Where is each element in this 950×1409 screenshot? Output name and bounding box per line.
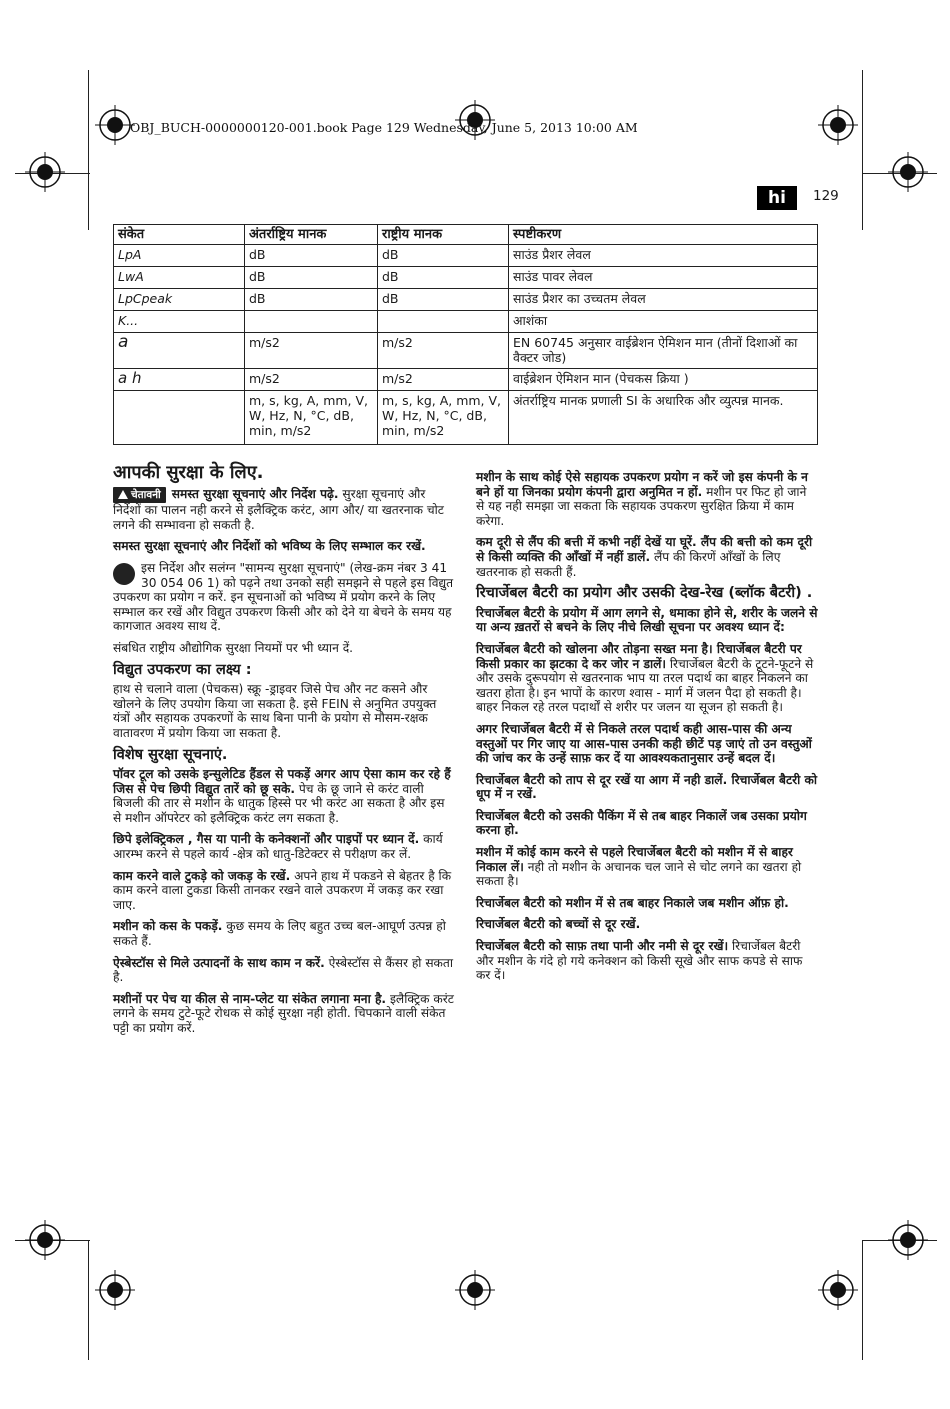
registration-target-icon: [95, 105, 135, 145]
warning-badge: [113, 487, 166, 504]
table-row: [114, 311, 818, 333]
keep-instructions-text: समस्त सुरक्षा सूचनाएं और निर्देशों को भविष्य के लिए सम्भाल कर रखें.: [113, 539, 426, 554]
table-cell: अंतर्राष्ट्रिय मानक प्रणाली SI के अधारिक और व्युत्पन्न मानक.: [509, 391, 818, 445]
safety-bold-text: कम दूरी से लैंप की बत्ती में कभी नहीं देखें या घूरें. लैंप की बत्ती को कम दूरी से किसी व्यक्ति की आँखों में नहीं डालें.: [476, 535, 813, 564]
safety-bold-text: रिचार्जेबल बैटरी को मशीन में से तब बाहर निकाले जब मशीन ऑफ़ हो.: [476, 895, 789, 910]
registration-target-icon: [888, 1220, 928, 1260]
book-file-line: OBJ_BUCH-0000000120-001.book Page 129 Wednesday, June 5, 2013 10:00 AM: [130, 120, 638, 135]
safety-paragraph: [476, 939, 818, 983]
safety-text: ऐस्बेस्टॉस से कैंसर हो सकता है.: [113, 955, 454, 985]
table-cell: [378, 311, 509, 333]
table-cell: m/s2: [245, 369, 378, 391]
table-cell: EN 60745 अनुसार वाईब्रेशन ऐमिशन मान (तीनों दिशाओं का वैक्टर जोड): [509, 333, 818, 369]
special-safety-heading: विशेष सुरक्षा सूचनाएं.: [113, 746, 228, 763]
crop-line: [88, 70, 89, 230]
read-manual-paragraph: [113, 561, 455, 634]
safety-paragraph: [113, 956, 455, 985]
table-cell: m/s2: [378, 333, 509, 369]
table-row: [114, 267, 818, 289]
warning-triangle-icon: [118, 490, 128, 499]
safety-bold-text: रिचार्जेबल बैटरी को उसकी पैकिंग में से तब बाहर निकालें जब उसका प्रयोग करना हो.: [476, 808, 807, 838]
safety-paragraph: [476, 535, 818, 579]
table-cell: आशंका: [509, 311, 818, 333]
safety-bold-text: पॉवर टूल को उसके इन्सुलेटिड हैंडल से पकड़ें अगर आप ऐसा काम कर रहे हैं जिस से पेच छिपी विद्युत तारें को छू सके.: [113, 767, 451, 796]
safety-paragraph: [476, 642, 818, 715]
table-row: [114, 333, 818, 369]
read-manual-icon: [113, 563, 135, 585]
registration-target-icon: [455, 1270, 495, 1310]
registration-target-icon: [818, 105, 858, 145]
table-cell: LpCpeak: [114, 289, 245, 311]
safety-text: मशीन पर फिट हो जाने से यह नही समझा जा सकता कि सहायक उपकरण सुरक्षित क्रिया में काम करेगा.: [476, 484, 807, 528]
safety-bold-text: मशीन के साथ कोई ऐसे सहायक उपकरण प्रयोग न करें जो इस कंपनी के न बने हों या जिनका प्रयोग कंपनी द्वारा अनुमित न हों.: [476, 470, 808, 499]
table-cell: dB: [245, 267, 378, 289]
warning-bold-text: समस्त सुरक्षा सूचनाएं और निर्देश पढ़े.: [171, 486, 339, 501]
table-cell: LpA: [114, 245, 245, 267]
battery-heading: रिचार्जेबल बैटरी का प्रयोग और उसकी देख-रेख (ब्लॉक बैटरी) .: [476, 585, 813, 602]
table-cell: [114, 391, 245, 445]
table-cell: साउंड प्रैशर लेवल: [509, 245, 818, 267]
symbols-table: [113, 224, 818, 445]
table-row: [114, 289, 818, 311]
battery-intro-text: रिचार्जेबल बैटरी के प्रयोग में आग लगने से, धमाका होने से, शरीर के जलने से या अन्य ख़तरों से बचने के लिए नीचे लिखी सूचना पर अवश्य ध्यान दें:: [476, 605, 818, 635]
crop-line: [862, 1240, 863, 1360]
safety-paragraph: [113, 992, 455, 1036]
safety-text: लैंप की किरणें आँखों के लिए खतरनाक हो सकती हैं.: [476, 549, 781, 579]
table-header: अंतर्राष्ट्रिय मानक: [245, 225, 378, 245]
table-cell: dB: [245, 245, 378, 267]
warning-label: चेतावनी: [131, 488, 161, 501]
table-header-row: [114, 225, 818, 245]
table-cell: साउंड प्रैशर का उच्चतम लेवल: [509, 289, 818, 311]
safety-paragraph: [476, 845, 818, 889]
safety-text: पेच के छू जाने से करंट वाली बिजली की तार से मशीन के धातुक हिस्से पर भी करंट आ सकता है और इस से मशीन ऑपरेटर को इलैक्ट्रिक करंट लग सकता है.: [113, 781, 445, 825]
safety-bold-text: छिपे इलेक्ट्रिकल , गैस या पानी के कनेक्शनों और पाइपों पर ध्यान दें.: [113, 832, 420, 847]
safety-paragraph: [113, 869, 455, 913]
table-cell: [245, 311, 378, 333]
safety-paragraph: [113, 767, 455, 825]
table-header: स्पष्टीकरण: [509, 225, 818, 245]
registration-target-icon: [95, 1270, 135, 1310]
safety-bold-text: काम करने वाले टुकड़े को जकड़ के रखें.: [113, 868, 291, 883]
safety-text: रिचार्जेबल बैटरी और मशीन के गंदे हो गये कनेक्शन को किसी सूखे और साफ कपडे से साफ कर दें।: [476, 939, 803, 983]
safety-bold-text: रिचार्जेबल बैटरी को साफ़ तथा पानी और नमी से दूर रखें।: [476, 939, 729, 954]
registration-target-icon: [25, 1220, 65, 1260]
purpose-heading: विद्युत उपकरण का लक्ष्य :: [113, 661, 252, 678]
safety-bold-text: मशीन को कस के पकड़ें.: [113, 919, 223, 934]
table-cell: साउंड पावर लेवल: [509, 267, 818, 289]
safety-bold-text: अगर रिचार्जेबल बैटरी में से निकले तरल पदार्थ कही आस-पास की अन्य वस्तुओं पर गिर जाए या आस-पास उनकी कही छीटें पड़ जाएं तो उन वस्तुओं की जांच कर के उन्हें साफ़ कर दें या आवश्यकतानुसार उन्हें बदल दें।: [476, 721, 812, 766]
language-badge: hi: [757, 186, 797, 210]
right-column: [476, 470, 818, 990]
registration-target-icon: [25, 152, 65, 192]
table-row: [114, 391, 818, 445]
purpose-text: हाथ से चलाने वाला (पेचकस) स्क्रू -ड्राइवर जिसे पेच और नट कसने और खोलने के लिए उपयोग किया जा सकता है. इसे FEIN से अनुमित उपयुक्त यंत्रों और सहायक उपकरणों के साथ बिना पानी के प्रयोग से मौसम-रक्षक वातावरण में प्रयोग किया जा सकता है.: [113, 682, 437, 740]
table-cell: LwA: [114, 267, 245, 289]
safety-text: कार्य आरम्भ करने से पहले कार्य -क्षेत्र को धातु-डिटेक्टर से परीक्षण कर लें.: [113, 832, 443, 862]
table-cell: m/s2: [378, 369, 509, 391]
crop-line: [88, 1240, 89, 1360]
page-number: 129: [813, 188, 839, 204]
table-row: [114, 245, 818, 267]
safety-text: नही तो मशीन के अचानक चल जाने से चोट लगने का खतरा हो सकता है।: [476, 859, 802, 889]
safety-bold-text: रिचार्जेबल बैटरी को खोलना और तोड़ना सख्त मना है। रिचार्जेबल बैटरी पर किसी प्रकार का झटका दे कर जोर न डालें।: [476, 641, 802, 671]
safety-text: अपने हाथ में पकडने से बेहतर है कि काम करने वाला टुकडा किसी तानकर रखने वाले उपकरण में जकड़ कर रखा जाए.: [113, 868, 452, 912]
safety-bold-text: मशीनों पर पेच या कील से नाम-प्लेट या संकेत लगाना मना है.: [113, 991, 387, 1006]
warning-paragraph: [113, 487, 455, 533]
registration-target-icon: [818, 1270, 858, 1310]
table-cell: dB: [378, 289, 509, 311]
table-cell: a h: [114, 369, 245, 391]
safety-text: रिचार्जेबल बैटरी के टूटने-फूटने से और उसके दुरूपयोग से खतरनाक भाप या तरल पदार्थ का बाहर निकलने का खतरा होता है। इन भापों के कारण श्वास - मार्ग में जलन पैदा हो सकती है। बाहर निकल रहे तरल पदार्थों से शरीर पर जलन या सूजन हो सकती है।: [476, 656, 814, 715]
table-header: संकेत: [114, 225, 245, 245]
safety-text: इलैक्ट्रिक करंट लगने के समय टुटे-फूटे रोधक से कोई सुरक्षा नही होती. चिपकाने वाली संकेत पट्टी का प्रयोग करें.: [113, 991, 454, 1035]
safety-bold-text: मशीन में कोई काम करने से पहले रिचार्जेबल बैटरी को मशीन में से बाहर निकाल लें।: [476, 845, 793, 874]
table-cell: dB: [378, 245, 509, 267]
safety-bold-text: रिचार्जेबल बैटरी को ताप से दूर रखें या आग में नही डालें. रिचार्जेबल बैटरी को धूप में न रखें.: [476, 772, 817, 802]
safety-paragraph: [113, 919, 455, 948]
table-cell: a: [114, 333, 245, 369]
table-row: [114, 369, 818, 391]
table-cell: dB: [245, 289, 378, 311]
read-manual-text: इस निर्देश और सलंग्न "सामन्य सुरक्षा सूचनाएं" (लेख-क्रम नंबर 3 41 30 054 06 1) को पढ़ने तथा उनको सही समझने से पहले इस विद्युत उपकरण का प्रयोग न करें. इन सूचनाओं को भविष्य में प्रयोग करने के लिए सम्भाल कर रखें और विद्युत उपकरण किसी और को देने या बेचने के समय यह कागजात अवश्य साथ दें.: [113, 560, 454, 634]
section-title: आपकी सुरक्षा के लिए.: [113, 462, 264, 483]
warning-text: सुरक्षा सूचनाएं और निर्देशों का पालन नही करने से इलैक्ट्रिक करंट, आग और/ या खतरनाक चोट लगने की सम्भावना हो सकती है.: [113, 486, 444, 532]
table-cell: m/s2: [245, 333, 378, 369]
table-cell: dB: [378, 267, 509, 289]
table-cell: K...: [114, 311, 245, 333]
safety-paragraph: [476, 470, 818, 528]
safety-bold-text: ऐस्बेस्टॉस से मिले उत्पादनों के साथ काम न करें.: [113, 955, 325, 970]
left-column: [113, 462, 455, 1043]
national-regulations-text: संबधित राष्ट्रीय औद्योगिक सुरक्षा नियमों पर भी ध्यान दें.: [113, 640, 354, 655]
table-cell: m, s, kg, A, mm, V, W, Hz, N, °C, dB, min, m/s2: [245, 391, 378, 445]
safety-paragraph: [113, 832, 455, 861]
table-cell: वाईब्रेशन ऐमिशन मान (पेचकस क्रिया ): [509, 369, 818, 391]
registration-target-icon: [888, 152, 928, 192]
safety-bold-text: रिचार्जेबल बैटरी को बच्चों से दूर रखें.: [476, 917, 641, 932]
table-header: राष्ट्रीय मानक: [378, 225, 509, 245]
crop-line: [862, 70, 863, 230]
table-cell: m, s, kg, A, mm, V, W, Hz, N, °C, dB, min, m/s2: [378, 391, 509, 445]
safety-text: कुछ समय के लिए बहुत उच्च बल-आघूर्ण उत्पन्न हो सकते हैं.: [113, 919, 446, 949]
